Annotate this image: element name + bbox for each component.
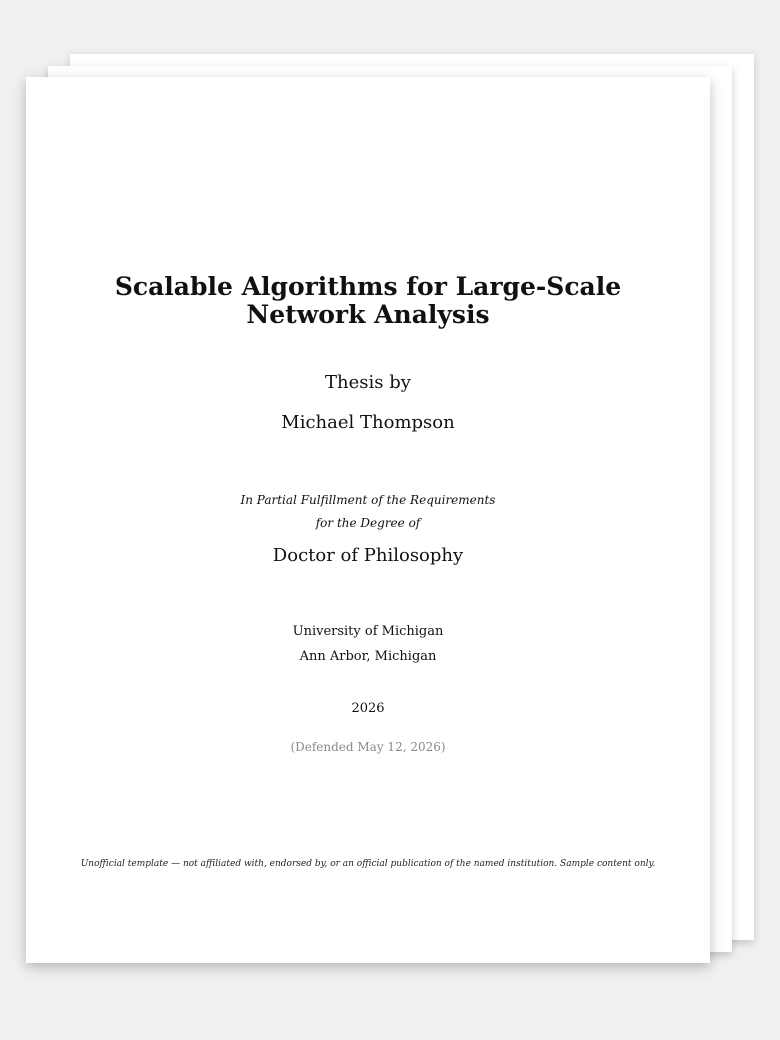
- submission-year: 2026: [351, 701, 385, 716]
- fulfillment-line-2: for the Degree of: [315, 516, 421, 530]
- university-name: University of Michigan: [292, 624, 444, 639]
- degree-name: Doctor of Philosophy: [272, 545, 464, 566]
- thesis-title: [26, 273, 710, 329]
- thesis-title-line-1: Scalable Algorithms for Large-Scale: [114, 272, 622, 301]
- author-name: Michael Thompson: [281, 412, 455, 433]
- title-page: [26, 77, 710, 963]
- degree-requirements-statement: [26, 489, 710, 535]
- defense-date: (Defended May 12, 2026): [290, 740, 446, 754]
- fulfillment-line-1: In Partial Fulfillment of the Requirements: [240, 493, 496, 507]
- thesis-by-label: Thesis by: [325, 372, 411, 393]
- university-location: Ann Arbor, Michigan: [299, 649, 437, 664]
- thesis-title-line-2: Network Analysis: [246, 300, 490, 329]
- template-disclaimer: Unofficial template — not affiliated with, endorsed by, or an official publication of the named institution. Sample content only.: [80, 859, 656, 869]
